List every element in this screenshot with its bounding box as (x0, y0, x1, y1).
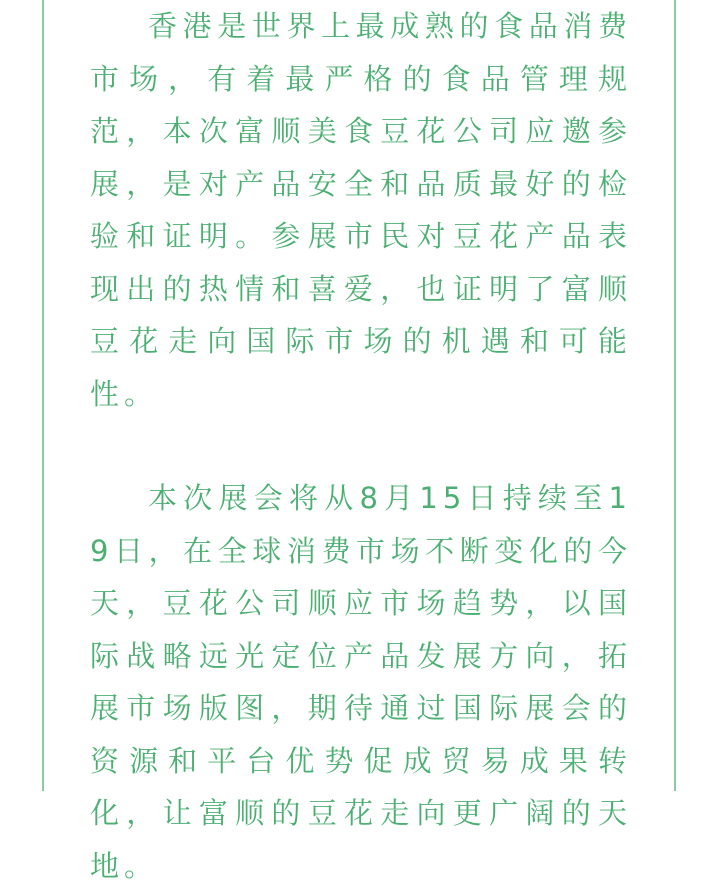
paragraph-hong-kong-market: 香港是世界上最成熟的食品消费市场，有着最严格的食品管理规范，本次富顺美食豆花公司应邀参展，是对产品安全和品质最好的检验和证明。参展市民对豆花产品表现出的热情和喜爱，也证明了富顺豆花走向国际市场的机遇和可能性。 (90, 9, 632, 411)
article-body (90, 0, 632, 892)
paragraph-exhibition-dates: 本次展会将从8月15日持续至19日，在全球消费市场不断变化的今天，豆花公司顺应市场趋势，以国际战略远光定位产品发展方向，拓展市场版图，期待通过国际展会的资源和平台优势促成贸易成果转化，让富顺的豆花走向更广阔的天地。 (90, 481, 632, 883)
